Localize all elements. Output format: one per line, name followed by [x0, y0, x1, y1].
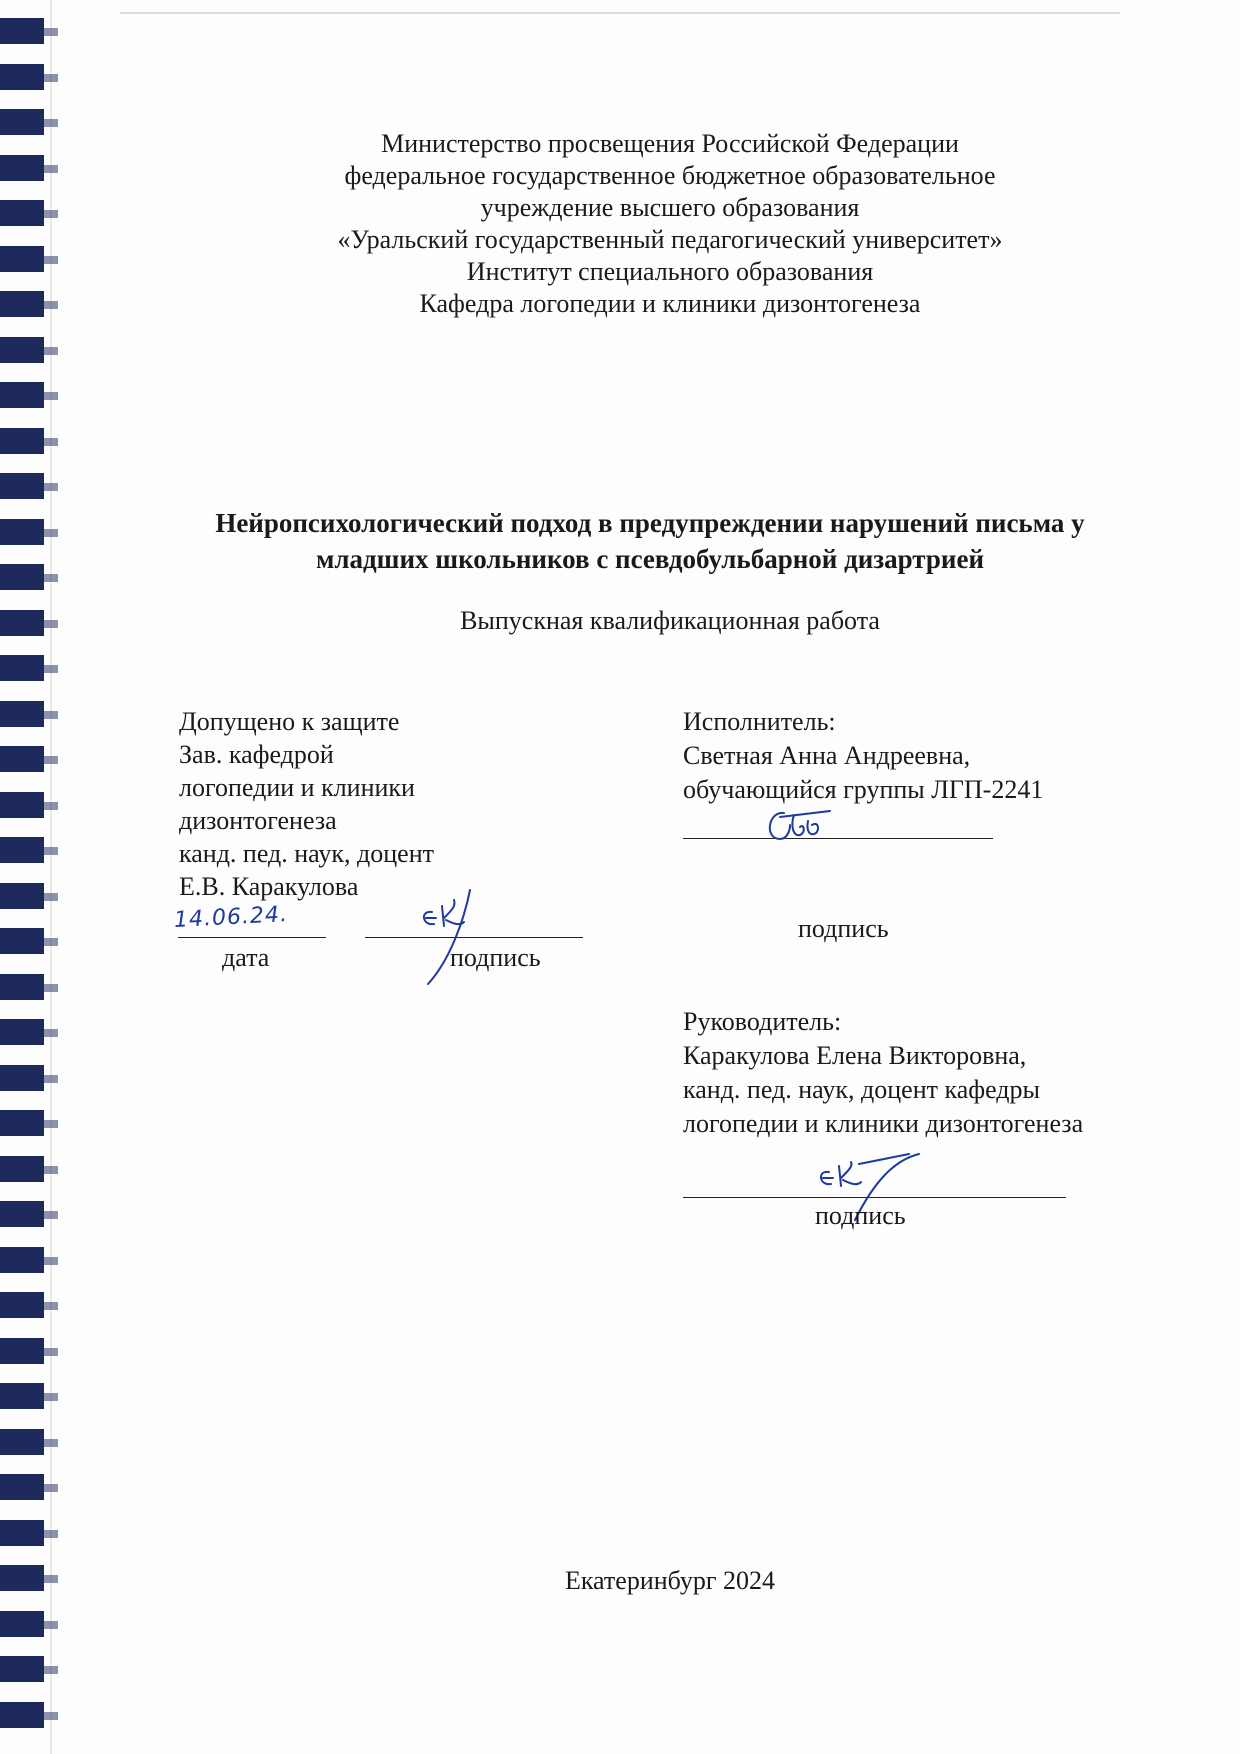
executor-group: обучающийся группы ЛГП-2241 [683, 775, 1044, 804]
institution-type-line: федеральное государственное бюджетное образовательное [344, 161, 996, 190]
thesis-title-line-1: Нейропсихологический подход в предупреждении нарушений письма у [215, 508, 1085, 538]
spiral-binding [0, 0, 70, 1754]
binding-post [0, 792, 44, 818]
binding-post [0, 1292, 44, 1318]
binding-post [0, 746, 44, 772]
binding-post [0, 564, 44, 590]
head-signature-icon [410, 880, 510, 990]
binding-post [0, 428, 44, 454]
executor-heading: Исполнитель: [683, 707, 836, 736]
binding-post [0, 291, 44, 317]
handwritten-date: 14.06.24. [173, 902, 289, 933]
binding-post [0, 1019, 44, 1045]
admission-role: Зав. кафедрой [179, 740, 334, 769]
city-year: Екатеринбург 2024 [564, 1566, 776, 1595]
thesis-title-line-2: младших школьников с псевдобульбарной дизартрией [315, 544, 985, 574]
supervisor-department: логопедии и клиники дизонтогенеза [683, 1109, 1084, 1138]
admission-department-2: дизонтогенеза [179, 806, 337, 835]
binding-post [0, 1110, 44, 1136]
binding-post [0, 1247, 44, 1273]
admission-block [179, 705, 599, 903]
binding-post [0, 246, 44, 272]
binding-post [0, 337, 44, 363]
binding-post [0, 155, 44, 181]
binding-post [0, 473, 44, 499]
binding-post [0, 1611, 44, 1637]
executor-signature-icon [760, 805, 840, 850]
binding-post [0, 883, 44, 909]
admission-name: Е.В. Каракулова [179, 872, 359, 901]
binding-post [0, 1383, 44, 1409]
supervisor-degree: канд. пед. наук, доцент кафедры [683, 1075, 1041, 1104]
date-underline [178, 937, 326, 938]
binding-post [0, 1338, 44, 1364]
date-label: дата [222, 943, 270, 972]
supervisor-name: Каракулова Елена Викторовна, [683, 1041, 1027, 1070]
binding-post [0, 974, 44, 1000]
binding-post [0, 200, 44, 226]
executor-signature-label: подпись [798, 914, 889, 943]
binding-post [0, 1429, 44, 1455]
thesis-title [150, 505, 1150, 577]
institute-line: Институт специального образования [466, 257, 874, 286]
binding-post [0, 1702, 44, 1728]
binding-post [0, 1656, 44, 1682]
binding-post [0, 1156, 44, 1182]
binding-post [0, 928, 44, 954]
binding-post [0, 655, 44, 681]
scan-edge-line [120, 12, 1120, 14]
admission-status: Допущено к защите [179, 707, 400, 736]
binding-post [0, 382, 44, 408]
supervisor-heading: Руководитель: [683, 1007, 842, 1036]
department-line: Кафедра логопедии и клиники дизонтогенеза [419, 289, 921, 318]
institution-header [200, 128, 1140, 320]
binding-post [0, 18, 44, 44]
admission-department-1: логопедии и клиники [179, 773, 415, 802]
supervisor-block [683, 1005, 1203, 1141]
binding-post [0, 701, 44, 727]
executor-block [683, 705, 1203, 807]
binding-post [0, 1474, 44, 1500]
ministry-line: Министерство просвещения Российской Федерации [381, 129, 959, 158]
binding-post [0, 610, 44, 636]
binding-post [0, 64, 44, 90]
supervisor-signature-label: подпись [815, 1201, 906, 1230]
binding-post [0, 1520, 44, 1546]
binding-post [0, 1065, 44, 1091]
binding-post [0, 1201, 44, 1227]
binding-post [0, 109, 44, 135]
executor-name: Светная Анна Андреевна, [683, 741, 971, 770]
work-type: Выпускная квалификационная работа [460, 606, 880, 635]
binding-post [0, 1565, 44, 1591]
head-signature-label: подпись [450, 943, 541, 972]
institution-level-line: учреждение высшего образования [480, 193, 860, 222]
university-name-line: «Уральский государственный педагогический университет» [337, 225, 1003, 254]
admission-degree: канд. пед. наук, доцент [179, 839, 434, 868]
binding-post [0, 519, 44, 545]
binding-post [0, 837, 44, 863]
